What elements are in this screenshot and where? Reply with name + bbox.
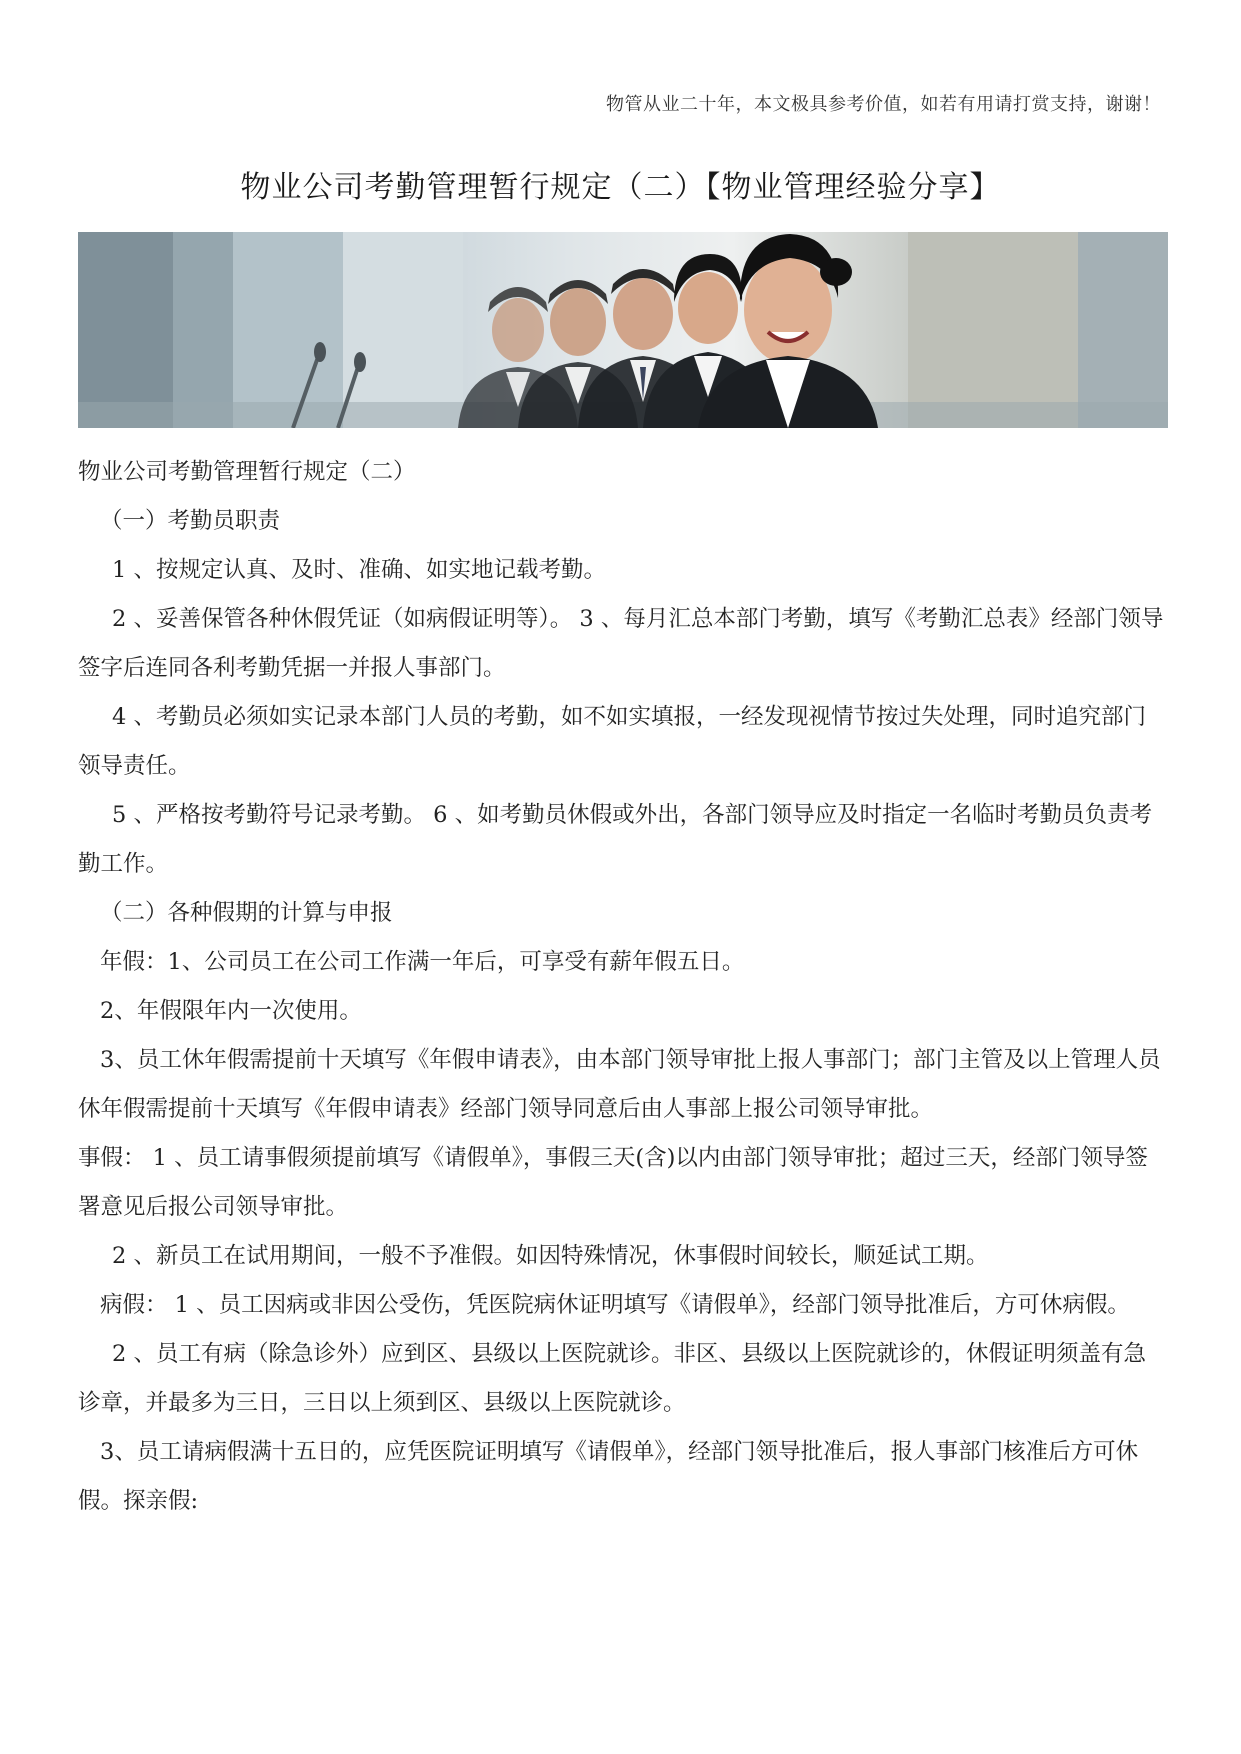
document-title: 物业公司考勤管理暂行规定（二）【物业管理经验分享】 xyxy=(240,170,1001,205)
microphone-head xyxy=(314,342,326,362)
banner-panel xyxy=(1078,232,1168,428)
document-body xyxy=(78,448,1168,1526)
banner-panel xyxy=(173,232,233,428)
paragraph: 3、员工休年假需提前十天填写《年假申请表》，由本部门领导审批上报人事部门；部门主管及以上管理人员休年假需提前十天填写《年假申请表》经部门领导同意后由人事部上报公司领导审批。 xyxy=(78,1047,1161,1122)
header-note: 物管从业二十年，本文极具参考价值，如若有用请打赏支持，谢谢！ xyxy=(606,94,1161,115)
paragraph: 年假：1、公司员工在公司工作满一年后，可享受有薪年假五日。 xyxy=(100,949,745,975)
banner-panel xyxy=(908,232,1078,428)
paragraph: 2 、妥善保管各种休假凭证（如病假证明等）。 3 、每月汇总本部门考勤，填写《考勤汇总表》经部门领导签字后连同各利考勤凭据一并报人事部门。 xyxy=(78,606,1164,681)
banner-panel xyxy=(233,232,343,428)
paragraph: 5 、严格按考勤符号记录考勤。 6 、如考勤员休假或外出，各部门领导应及时指定一名临时考勤员负责考勤工作。 xyxy=(78,802,1153,877)
microphone-head xyxy=(354,352,366,372)
paragraph: 4 、考勤员必须如实记录本部门人员的考勤，如不如实填报，一经发现视情节按过失处理，同时追究部门领导责任。 xyxy=(78,704,1146,779)
banner-panel xyxy=(78,232,173,428)
paragraph: 1 、按规定认真、及时、准确、如实地记载考勤。 xyxy=(112,557,606,583)
paragraph: 病假： 1 、员工因病或非因公受伤，凭医院病休证明填写《请假单》，经部门领导批准后，方可休病假。 xyxy=(100,1292,1130,1318)
section-heading: 物业公司考勤管理暂行规定（二） xyxy=(78,459,416,485)
banner-panel xyxy=(343,232,463,428)
paragraph: 2 、员工有病（除急诊外）应到区、县级以上医院就诊。非区、县级以上医院就诊的，休假证明须盖有急诊章，并最多为三日，三日以上须到区、县级以上医院就诊。 xyxy=(78,1341,1146,1416)
paragraph: 事假： 1 、员工请事假须提前填写《请假单》，事假三天(含)以内由部门领导审批；超过三天，经部门领导签署意见后报公司领导审批。 xyxy=(78,1145,1148,1220)
paragraph: 2 、新员工在试用期间，一般不予准假。如因特殊情况，休事假时间较长，顺延试工期。 xyxy=(112,1243,989,1269)
subsection-heading: （二）各种假期的计算与申报 xyxy=(100,900,393,926)
banner-photo-graphic xyxy=(78,232,1168,428)
banner-image xyxy=(78,232,1168,428)
paragraph: 3、员工请病假满十五日的，应凭医院证明填写《请假单》，经部门领导批准后，报人事部门核准后方可休假。探亲假: xyxy=(78,1439,1139,1514)
subsection-heading: （一）考勤员职责 xyxy=(100,508,281,534)
paragraph: 2、年假限年内一次使用。 xyxy=(100,998,362,1024)
